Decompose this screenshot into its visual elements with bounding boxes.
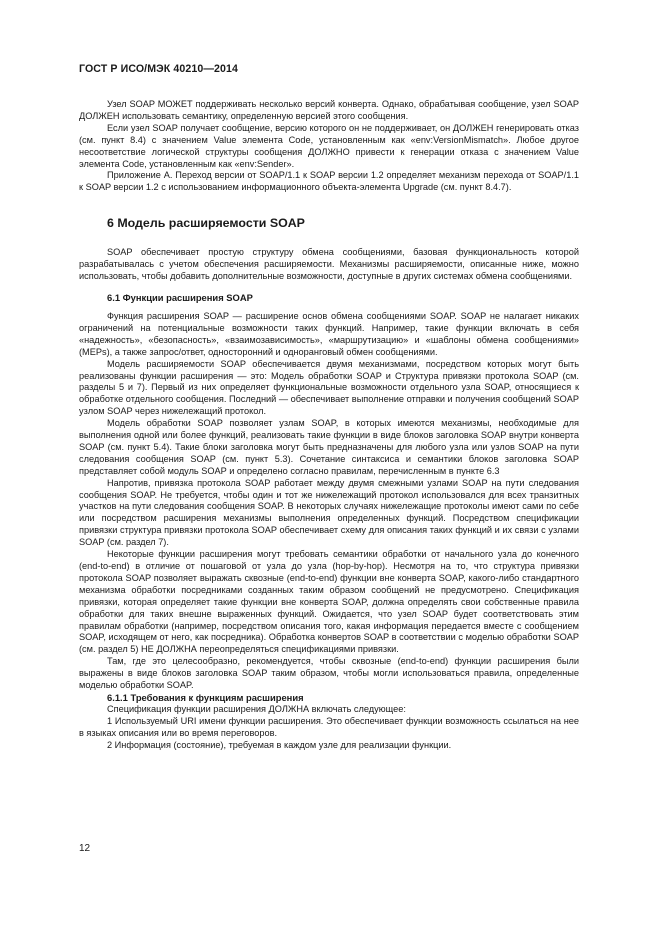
paragraph: Спецификация функции расширения ДОЛЖНА включать следующее: xyxy=(107,703,406,714)
paragraph: Модель расширяемости SOAP обеспечивается двумя механизмами, посредством которых могут быть реализованы функции расширения — это: Модель обработки SOAP и Структура привязки протокола SOAP (см. разделы 5 и 7). Первый из них определяет функциональные возможности отдельного узла SOAP, относящиеся к обработке отдельного сообщения. Последний — обеспечивает выполнение отправки и получения сообщений SOAP узлом SOAP через нижележащий протокол. xyxy=(79,358,579,417)
list-item: 2 Информация (состояние), требуемая в каждом узле для реализации функции. xyxy=(107,739,452,750)
paragraph: Узел SOAP МОЖЕТ поддерживать несколько версий конверта. Однако, обрабатывая сообщение, узел SOAP ДОЛЖЕН использовать семантику, определенную версией этого сообщения. xyxy=(79,99,579,121)
section-heading: 6 Модель расширяемости SOAP xyxy=(107,216,305,231)
paragraph: Приложение А. Переход версии от SOAP/1.1 к SOAP версии 1.2 определяет механизм перехода от SOAP/1.1 к SOAP версии 1.2 с использованием информационного объекта-элемента Upgrade (см. пункт 8.4.7). xyxy=(79,170,579,193)
document-body xyxy=(79,99,579,752)
paragraph: Функция расширения SOAP — расширение основ обмена сообщениями SOAP. SOAP не налагает никаких ограничений на потенциальные возможности таких функций. Например, такие функции включать в себя «надежность», «безопасность», «взаимозависимость», «маршрутизацию» и «шаблоны обмена сообщениями» (MEPs), а также запрос/ответ, односторонний и одноранговый обмен сообщениями. xyxy=(79,310,579,357)
list-item: 1 Используемый URI имени функции расширения. Это обеспечивает функции возможность ссылаться на нее в языках описания или во время переговоров. xyxy=(79,715,579,738)
paragraph: Там, где это целесообразно, рекомендуется, чтобы сквозные (end-to-end) функции расширения были выражены в виде блоков заголовка SOAP таким образом, чтобы могли использоваться правила, определенные моделью обработки SOAP. xyxy=(79,656,579,691)
paragraph: Напротив, привязка протокола SOAP работает между двумя смежными узлами SOAP на пути следования сообщения SOAP. Не требуется, чтобы один и тот же нижележащий протокол использовался для всех транзитных участков на пути следования сообщения SOAP. В некоторых случаях нижележащие протоколы имеют сами по себе или посредством расширения механизмы выполнения определенных функций. Посредством спецификации привязки структура привязки протокола SOAP обеспечивает схему для описания таких функций и их связи с узлами SOAP (см. раздел 7). xyxy=(79,477,579,548)
paragraph: Некоторые функции расширения могут требовать семантики обработки от начального узла до конечного (end-to-end) в отличие от пошаговой от узла до узла (hop-by-hop). Несмотря на то, что структура привязки протокола SOAP позволяет выражать сквозные (end-to-end) функции вне конверта SOAP, какого-либо стандартного механизма обработки посредниками созданных таким образом сообщений не предусмотрено. Спецификация привязки, которая определяет такие функции вне конверта SOAP, должна определять свои собственные правила обработки для таких внешне выраженных функций. Ожидается, что узел SOAP будет соответствовать этим правилам обработки (например, посредством описания того, какая информация передается вместе с сообщением SOAP, исходящем от него, как посредника). Обработка конвертов SOAP в соответствии с моделью обработки SOAP (см. раздел 5) НЕ ДОЛЖНА переопределяться спецификациями привязки. xyxy=(79,549,579,655)
paragraph: Модель обработки SOAP позволяет узлам SOAP, в которых имеются механизмы, необходимые для выполнения одной или более функций, реализовать такие функции в виде блоков заголовка SOAP внутри конверта SOAP (см. пункт 5.4). Такие блоки заголовка могут быть предназначены для любого узла или узлов SOAP на пути следования сообщения SOAP (см. пункт 5.3). Сочетание синтаксиса и семантики блоков заголовка SOAP представляет собой модуль SOAP и определено согласно правилам, перечисленным в пункте 6.3 xyxy=(79,418,579,476)
page-number: 12 xyxy=(79,843,91,854)
paragraph: SOAP обеспечивает простую структуру обмена сообщениями, базовая функциональность которой разрабатывалась с учетом обеспечения расширяемости. Механизмы расширяемости, описанные ниже, можно использовать, чтобы добавить дополнительные возможности, доступные в других системах обмена сообщениями. xyxy=(79,247,579,282)
paragraph: Если узел SOAP получает сообщение, версию которого он не поддерживает, он ДОЛЖЕН генерировать отказ (см. пункт 8.4) с значением Value элемента Code, установленным как «env:VersionMismatch». Любое другое несоответствие логической структуры сообщения ДОЛЖНО привести к генерации отказа с значением Value элемента Code, установленным как «env:Sender». xyxy=(79,122,579,169)
subsubsection-heading: 6.1.1 Требования к функциям расширения xyxy=(107,691,304,703)
document-header: ГОСТ Р ИСО/МЭК 40210—2014 xyxy=(79,63,238,75)
subsection-heading: 6.1 Функции расширения SOAP xyxy=(107,291,253,303)
